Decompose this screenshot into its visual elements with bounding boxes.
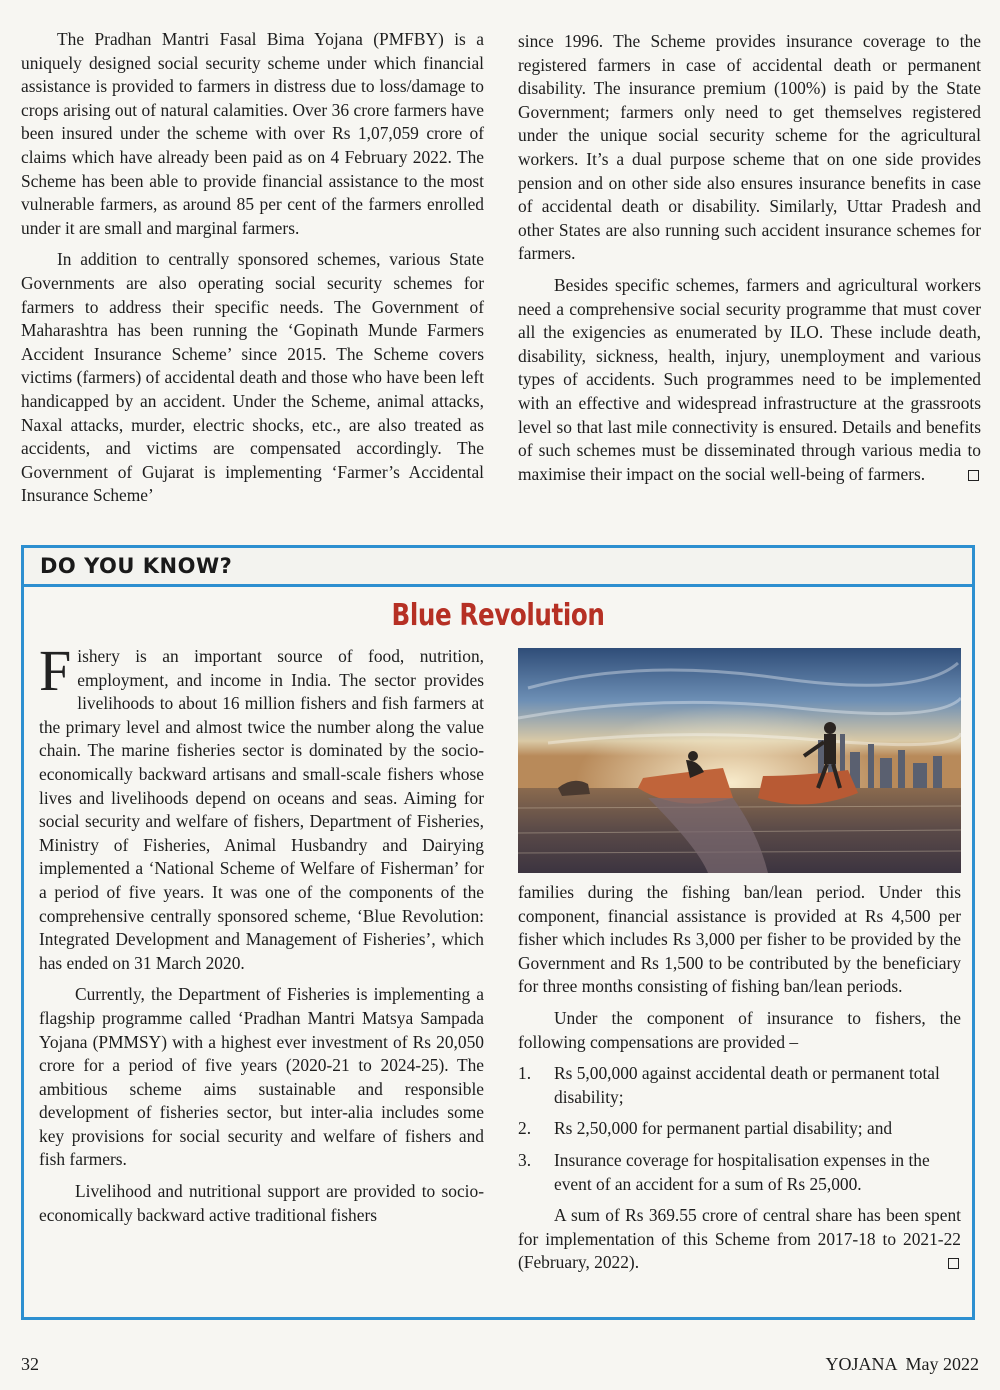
paragraph-fishery-intro	[39, 638, 484, 975]
paragraph-comprehensive-programme	[518, 274, 981, 486]
end-of-article-icon	[968, 470, 979, 481]
box-column-left	[39, 638, 484, 1235]
list-item-text: Insurance coverage for hospitalisation expenses in the event of an accident for a sum of Rs 25,000.	[554, 1149, 930, 1194]
list-item-number: 3.	[518, 1149, 532, 1170]
page-number: 32	[21, 1354, 39, 1374]
list-item-number: 1.	[518, 1063, 532, 1084]
compensation-list	[518, 1062, 961, 1196]
list-item-number: 2.	[518, 1118, 532, 1139]
paragraph-gujarat-scheme: since 1996. The Scheme provides insurance coverage to the registered farmers in case of accidental death or permanent disability. The insurance premium (100%) is paid by the State Government; farmers only need to get themselves registered under the unique social security scheme for the agricultural workers. It’s a dual purpose scheme that on one side provides pension and on other side also ensures insurance benefits in case of accidental death or disability. Similarly, Uttar Pradesh and other States are also running such accident insurance schemes for farmers.	[518, 31, 981, 264]
box-header	[24, 548, 972, 587]
article-column-right	[518, 30, 981, 494]
article-column-left	[21, 28, 484, 516]
paragraph-pmmsy: Currently, the Department of Fisheries is implementing a flagship programme called ‘Pradhan Mantri Matsya Sampada Yojana (PMMSY) with a highest ever investment of Rs 20,050 crore for a period of five years (2020-21 to 2024-25). The ambitious scheme aims sustainable and responsible development of fisheries sector, but inter-alia includes some key provisions for social security and welfare of fishers and fish farmers.	[39, 984, 484, 1170]
paragraph-financial-assistance: families during the fishing ban/lean period. Under this component, financial assistance is provided at Rs 4,500 per fisher which includes Rs 3,000 per fisher to be provided by the Government and Rs 1,500 to be contributed by the beneficiary for three months consisting of fishing ban/lean periods.	[518, 882, 961, 997]
drop-cap: F	[39, 638, 72, 703]
list-item-text: Rs 5,00,000 against accidental death or permanent total disability;	[554, 1063, 940, 1107]
publication-footer: YOJANA May 2022	[825, 1354, 979, 1374]
paragraph-state-schemes: In addition to centrally sponsored schemes, various State Governments are also operating social security schemes for farmers to address their specific needs. The Government of Maharashtra has been running the ‘Gopinath Munde Farmers Accident Insurance Scheme’ since 2015. The Scheme covers victims (farmers) of accidental death and those who have been left handicapped by an accident. Under the Scheme, animal attacks, Naxal attacks, murder, electric shocks, etc., are also treated as accidents, and victims are compensated accordingly. The Government of Gujarat is implementing ‘Farmer’s Accidental Insurance Scheme’	[21, 249, 484, 506]
paragraph-text: A sum of Rs 369.55 crore of central share has been spent for implementation of this Scheme from 2017-18 to 2021-22 (February, 2022).	[518, 1205, 961, 1273]
list-item-text: Rs 2,50,000 for permanent partial disability; and	[554, 1118, 893, 1139]
list-item	[518, 1117, 961, 1141]
end-of-article-icon	[948, 1258, 959, 1269]
box-header-label: DO YOU KNOW?	[40, 554, 233, 578]
paragraph-insurance-intro: Under the component of insurance to fishers, the following compensations are provided –	[518, 1007, 961, 1052]
fishers-photo	[518, 648, 961, 873]
box-title: Blue Revolution	[391, 598, 605, 633]
list-item	[518, 1149, 961, 1196]
paragraph-text: ishery is an important source of food, nutrition, employment, and income in India. The sector provides livelihoods to about 16 million fishers and fish farmers at the primary level and almost twice the number along the value chain. The marine fisheries sector is dominated by the socio-economically backward artisans and small-scale fishers whose lives and livelihoods depend on oceans and seas. Aiming for social security and welfare of fishers, Department of Fisheries, Ministry of Fisheries, Animal Husbandry and Dairying implemented a ‘National Scheme of Welfare of Fisherman’ for a period of five years. It was one of the components of the comprehensive centrally sponsored scheme, ‘Blue Revolution: Integrated Development and Management of Fisheries’, which has ended on 31 March 2020.	[39, 646, 484, 973]
paragraph-pmfby: The Pradhan Mantri Fasal Bima Yojana (PMFBY) is a uniquely designed social security scheme under which financial assistance is provided to farmers in distress due to loss/damage to crops arising out of natural calamities. Over 36 crore farmers have been insured under the scheme with over Rs 1,07,059 crore of claims which have already been paid as on 4 February 2022. The Scheme has been able to provide financial assistance to the most vulnerable farmers, as around 85 per cent of the farmers enrolled under it are small and marginal farmers.	[21, 29, 484, 238]
list-item	[518, 1062, 961, 1109]
paragraph-livelihood: Livelihood and nutritional support are provided to socio-economically backward active traditional fishers	[39, 1181, 484, 1225]
box-column-right	[518, 881, 961, 1283]
paragraph-central-share	[518, 1204, 961, 1275]
paragraph-text: Besides specific schemes, farmers and agricultural workers need a comprehensive social security programme that must cover all the exigencies as enumerated by ILO. These include death, disability, sickness, health, injury, unemployment and various types of accidents. Such programmes need to be implemented with an effective and widespread infrastructure at the grassroots level so that last mile connectivity is ensured. Details and benefits of such schemes must be disseminated through various media to maximise their impact on the social well-being of farmers.	[518, 274, 981, 484]
